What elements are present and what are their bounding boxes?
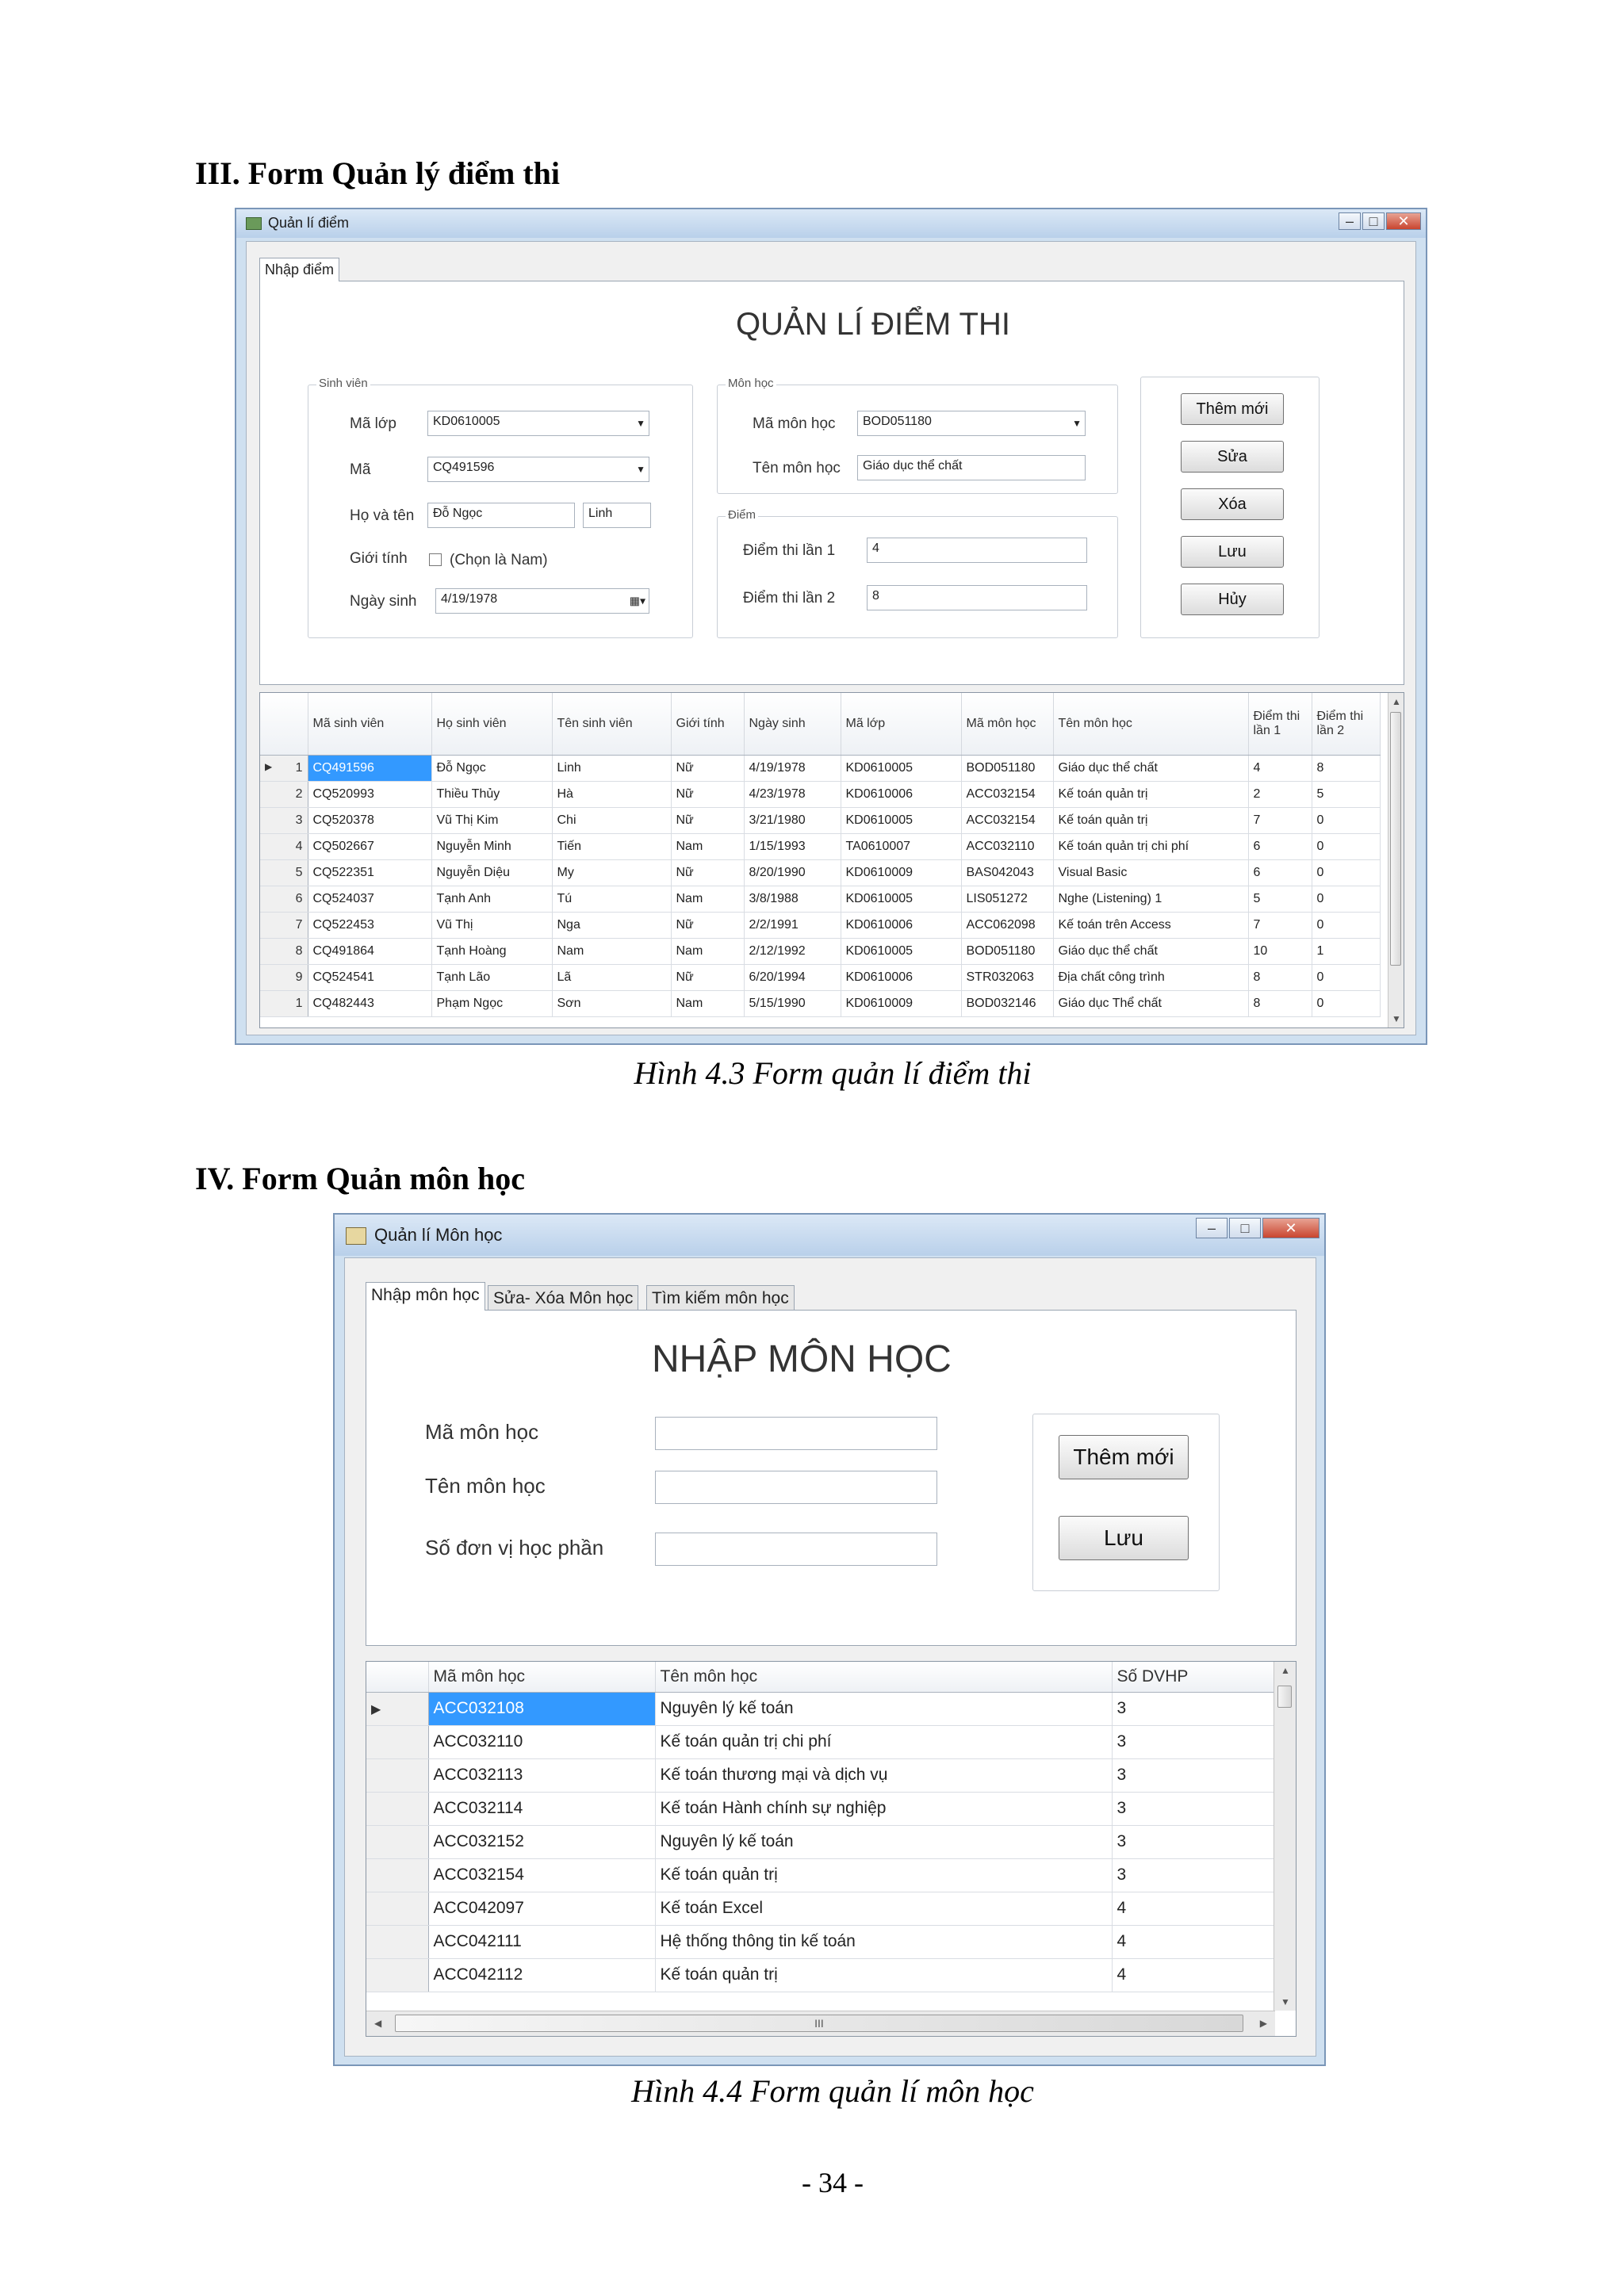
table-row[interactable] <box>260 886 1380 912</box>
table-cell[interactable]: ACC032154 <box>961 807 1053 833</box>
table-cell[interactable]: Nữ <box>671 912 744 938</box>
table-cell[interactable]: Nguyễn Diệu <box>431 859 552 886</box>
form-title: NHẬP MÔN HỌC <box>652 1338 952 1380</box>
caption-fig-4-4: Hình 4.4 Form quản lí môn học <box>631 2073 1034 2109</box>
table-cell[interactable]: 4 <box>1112 1925 1275 1958</box>
scroll-left-icon[interactable]: ◀ <box>374 2018 382 2029</box>
table-cell[interactable]: Phạm Ngọc <box>431 990 552 1016</box>
client-area <box>246 241 1416 1035</box>
label-ngay-sinh: Ngày sinh <box>350 593 417 610</box>
table-cell[interactable]: Thiều Thủy <box>431 781 552 807</box>
table-cell[interactable]: Linh <box>552 755 671 781</box>
table-cell[interactable]: 0 <box>1312 807 1380 833</box>
diem-window <box>235 208 1427 1045</box>
table-cell[interactable]: 5 <box>1312 781 1380 807</box>
minimize-icon[interactable]: – <box>1196 1218 1228 1238</box>
row-header[interactable] <box>260 755 308 781</box>
table-cell[interactable]: Lã <box>552 964 671 990</box>
table-cell[interactable]: KD0610006 <box>841 912 961 938</box>
table-cell[interactable]: Vũ Thị Kim <box>431 807 552 833</box>
table-cell[interactable]: 7 <box>1248 912 1312 938</box>
row-header[interactable] <box>260 938 308 964</box>
scroll-grip-mark: III <box>814 2017 824 2030</box>
table-cell[interactable]: Đỗ Ngọc <box>431 755 552 781</box>
row-number: 8 <box>295 943 303 958</box>
input-ten-mon[interactable] <box>655 1471 937 1504</box>
table-cell[interactable]: 4 <box>1112 1892 1275 1925</box>
table-cell[interactable]: Nữ <box>671 755 744 781</box>
row-header[interactable] <box>260 859 308 886</box>
table-cell[interactable]: Tạnh Anh <box>431 886 552 912</box>
tab-tim-kiem-mon-hoc[interactable]: Tìm kiếm môn học <box>646 1285 795 1311</box>
row-header[interactable] <box>260 964 308 990</box>
table-cell[interactable]: Kế toán quản trị <box>1053 781 1248 807</box>
table-cell[interactable]: 8 <box>1248 964 1312 990</box>
table-cell[interactable]: 3/8/1988 <box>744 886 841 912</box>
table-cell[interactable]: 3 <box>1112 1825 1275 1858</box>
combo-ma-lop-value: KD0610005 <box>433 415 500 428</box>
row-header[interactable] <box>366 1858 428 1892</box>
row-header[interactable] <box>260 886 308 912</box>
row-header[interactable] <box>260 807 308 833</box>
group-score-label: Điểm <box>726 508 758 522</box>
row-header[interactable] <box>366 1892 428 1925</box>
table-cell[interactable]: Tiến <box>552 833 671 859</box>
group-buttons <box>1032 1414 1220 1591</box>
table-cell[interactable]: 0 <box>1312 964 1380 990</box>
chevron-down-icon[interactable]: ▼ <box>636 418 645 429</box>
client-area <box>344 1257 1316 2057</box>
table-cell[interactable]: BOD051180 <box>961 755 1053 781</box>
table-cell[interactable]: My <box>552 859 671 886</box>
label-ma-lop: Mã lớp <box>350 415 396 432</box>
table-cell[interactable]: STR032063 <box>961 964 1053 990</box>
table-cell[interactable]: 8/20/1990 <box>744 859 841 886</box>
date-ngay-sinh-value: 4/19/1978 <box>441 592 498 606</box>
input-ten-mon[interactable]: Giáo dục thể chất <box>857 455 1086 480</box>
row-header-corner <box>366 1662 428 1692</box>
table-cell[interactable]: 6 <box>1248 859 1312 886</box>
column-header[interactable]: Giới tính <box>671 693 744 755</box>
row-number: 9 <box>295 970 303 984</box>
table-cell[interactable]: 3 <box>1112 1758 1275 1792</box>
window-controls <box>1339 212 1421 230</box>
table-cell[interactable]: Giáo dục Thể chất <box>1053 990 1248 1016</box>
table-cell[interactable]: ACC032110 <box>428 1725 655 1758</box>
table-cell[interactable]: KD0610006 <box>841 781 961 807</box>
xoa-button[interactable]: Xóa <box>1181 488 1284 520</box>
grid-diem[interactable] <box>259 692 1404 1028</box>
combo-ma-value: CQ491596 <box>433 461 495 474</box>
vertical-scrollbar[interactable] <box>1274 1662 1296 2011</box>
table-cell[interactable]: 3 <box>1112 1792 1275 1825</box>
row-header[interactable] <box>260 781 308 807</box>
input-ma-mon[interactable] <box>655 1417 937 1450</box>
table-cell[interactable]: Chi <box>552 807 671 833</box>
scrollbar-thumb[interactable] <box>1277 1686 1292 1708</box>
table-cell[interactable]: 4/23/1978 <box>744 781 841 807</box>
sua-button[interactable]: Sửa <box>1181 441 1284 473</box>
grid-diem-table <box>260 693 1381 1017</box>
table-cell[interactable]: 5/15/1990 <box>744 990 841 1016</box>
table-row[interactable] <box>260 833 1380 859</box>
row-header[interactable] <box>260 990 308 1016</box>
window-controls <box>1196 1218 1320 1238</box>
form-title: QUẢN LÍ ĐIỂM THI <box>736 307 1010 342</box>
row-number: 6 <box>295 891 303 905</box>
table-cell[interactable]: Nam <box>552 938 671 964</box>
group-subject <box>717 377 1118 494</box>
table-cell[interactable]: Giáo dục thể chất <box>1053 755 1248 781</box>
column-header[interactable]: Tên sinh viên <box>552 693 671 755</box>
combo-ma-lop[interactable] <box>427 411 649 436</box>
input-diem2[interactable]: 8 <box>867 585 1087 610</box>
group-student <box>308 377 693 638</box>
table-cell[interactable]: CQ491864 <box>308 938 431 964</box>
table-cell[interactable]: 3 <box>1112 1858 1275 1892</box>
label-chon-nam: (Chọn là Nam) <box>450 552 548 568</box>
combo-ma-mon[interactable] <box>857 411 1086 436</box>
table-cell[interactable]: KD0610009 <box>841 990 961 1016</box>
luu-button[interactable]: Lưu <box>1059 1516 1189 1560</box>
row-header[interactable] <box>366 1958 428 1992</box>
table-row[interactable] <box>260 990 1380 1016</box>
table-cell[interactable]: Kế toán thương mại và dịch vụ <box>655 1758 1112 1792</box>
row-number: 2 <box>295 786 303 801</box>
row-header[interactable] <box>366 1792 428 1825</box>
table-cell[interactable]: Nam <box>671 886 744 912</box>
label-diem1: Điểm thi lần 1 <box>743 542 836 559</box>
table-cell[interactable]: 0 <box>1312 859 1380 886</box>
close-icon[interactable]: ✕ <box>1386 212 1421 230</box>
row-header[interactable] <box>260 833 308 859</box>
table-cell[interactable]: Tạnh Lão <box>431 964 552 990</box>
column-header[interactable]: Ngày sinh <box>744 693 841 755</box>
table-cell[interactable]: CQ482443 <box>308 990 431 1016</box>
column-header[interactable]: Mã môn học <box>961 693 1053 755</box>
table-cell[interactable]: KD0610009 <box>841 859 961 886</box>
table-cell[interactable]: Hà <box>552 781 671 807</box>
table-cell[interactable]: Kế toán Hành chính sự nghiệp <box>655 1792 1112 1825</box>
table-cell[interactable]: 0 <box>1312 912 1380 938</box>
scroll-up-icon[interactable]: ▲ <box>1281 1665 1290 1676</box>
table-cell[interactable]: ACC032114 <box>428 1792 655 1825</box>
table-cell[interactable]: 2/12/1992 <box>744 938 841 964</box>
them-moi-button[interactable]: Thêm mới <box>1059 1435 1189 1479</box>
label-diem2: Điểm thi lần 2 <box>743 590 836 607</box>
table-cell[interactable]: CQ491596 <box>308 755 431 781</box>
section-heading-iii: III. Form Quản lý điểm thi <box>195 155 561 191</box>
table-cell[interactable]: Nữ <box>671 781 744 807</box>
table-cell[interactable]: Kế toán quản trị <box>655 1858 1112 1892</box>
grid-mon-hoc-header <box>366 1662 1275 1692</box>
table-cell[interactable]: 3 <box>1112 1692 1275 1725</box>
table-cell[interactable]: ACC032152 <box>428 1825 655 1858</box>
table-cell[interactable]: KD0610005 <box>841 938 961 964</box>
table-cell[interactable]: 4 <box>1248 755 1312 781</box>
table-cell[interactable]: ACC032113 <box>428 1758 655 1792</box>
table-cell[interactable]: ACC042097 <box>428 1892 655 1925</box>
group-score <box>717 508 1118 638</box>
table-cell[interactable]: CQ524541 <box>308 964 431 990</box>
section-heading-iv: IV. Form Quản môn học <box>195 1161 525 1196</box>
table-cell[interactable]: Kế toán trên Access <box>1053 912 1248 938</box>
table-row[interactable] <box>260 912 1380 938</box>
table-cell[interactable]: Kế toán quản trị chi phí <box>655 1725 1112 1758</box>
table-cell[interactable]: 2 <box>1248 781 1312 807</box>
table-cell[interactable]: 3/21/1980 <box>744 807 841 833</box>
table-row[interactable] <box>260 964 1380 990</box>
table-cell[interactable]: TA0610007 <box>841 833 961 859</box>
table-cell[interactable]: 8 <box>1312 755 1380 781</box>
minimize-icon[interactable]: – <box>1339 212 1361 230</box>
combo-ma-mon-value: BOD051180 <box>863 415 932 428</box>
table-cell[interactable]: 2/2/1991 <box>744 912 841 938</box>
table-cell[interactable]: 6/20/1994 <box>744 964 841 990</box>
close-icon[interactable]: ✕ <box>1262 1218 1320 1238</box>
table-cell[interactable]: ACC032108 <box>428 1692 655 1725</box>
table-cell[interactable]: Nghe (Listening) 1 <box>1053 886 1248 912</box>
table-cell[interactable]: 4/19/1978 <box>744 755 841 781</box>
calendar-icon[interactable]: ▦▾ <box>629 594 645 607</box>
table-cell[interactable]: 0 <box>1312 990 1380 1016</box>
them-moi-button[interactable]: Thêm mới <box>1181 393 1284 425</box>
table-cell[interactable]: ACC032154 <box>961 781 1053 807</box>
table-row[interactable] <box>260 807 1380 833</box>
title-bar <box>335 1215 1324 1256</box>
input-diem1[interactable]: 4 <box>867 538 1087 563</box>
table-cell[interactable]: Địa chất công trình <box>1053 964 1248 990</box>
table-cell[interactable]: 1 <box>1312 938 1380 964</box>
chevron-down-icon[interactable]: ▼ <box>1072 418 1082 429</box>
row-header-corner <box>260 693 308 755</box>
table-cell[interactable]: Nga <box>552 912 671 938</box>
group-subject-label: Môn học <box>726 377 776 390</box>
window-title: Quản lí điểm <box>268 215 350 231</box>
column-header[interactable]: Họ sinh viên <box>431 693 552 755</box>
table-cell[interactable]: Tú <box>552 886 671 912</box>
table-cell[interactable]: CQ522351 <box>308 859 431 886</box>
table-cell[interactable]: BAS042043 <box>961 859 1053 886</box>
table-cell[interactable]: Hệ thống thông tin kế toán <box>655 1925 1112 1958</box>
table-cell[interactable]: Nguyễn Minh <box>431 833 552 859</box>
label-ma-mon: Mã môn học <box>425 1420 539 1444</box>
combo-ma[interactable] <box>427 457 649 482</box>
maximize-icon[interactable]: □ <box>1229 1218 1261 1238</box>
tab-page-nhap-mon-hoc <box>366 1310 1297 1646</box>
app-icon <box>246 217 262 230</box>
table-cell[interactable]: ACC062098 <box>961 912 1053 938</box>
column-header[interactable]: Số DVHP <box>1112 1662 1275 1692</box>
table-cell[interactable]: CQ524037 <box>308 886 431 912</box>
table-row[interactable] <box>260 859 1380 886</box>
table-cell[interactable]: 8 <box>1248 990 1312 1016</box>
table-cell[interactable]: 6 <box>1248 833 1312 859</box>
table-row[interactable] <box>366 1725 1275 1758</box>
title-bar <box>236 209 1426 238</box>
table-cell[interactable]: Nam <box>671 833 744 859</box>
checkbox-gioi-tinh[interactable] <box>429 553 442 566</box>
row-header[interactable] <box>366 1758 428 1792</box>
input-ten[interactable]: Linh <box>583 503 651 528</box>
table-cell[interactable]: Kế toán quản trị <box>1053 807 1248 833</box>
table-cell[interactable]: 3 <box>1112 1725 1275 1758</box>
row-number: 7 <box>295 917 303 932</box>
table-cell[interactable]: Nguyên lý kế toán <box>655 1825 1112 1858</box>
table-row[interactable] <box>366 1825 1275 1858</box>
grid-diem-header <box>260 693 1380 755</box>
column-header[interactable]: Tên môn học <box>1053 693 1248 755</box>
tab-nhap-mon-hoc[interactable]: Nhập môn học <box>366 1282 485 1311</box>
table-cell[interactable]: KD0610006 <box>841 964 961 990</box>
table-cell[interactable]: Nữ <box>671 807 744 833</box>
group-student-label: Sinh viên <box>316 377 370 390</box>
group-buttons <box>1140 377 1320 638</box>
row-number: 1 <box>295 760 303 775</box>
tab-page-nhap-diem <box>259 281 1404 685</box>
label-ten-mon: Tên môn học <box>425 1474 546 1498</box>
table-row[interactable] <box>366 1792 1275 1825</box>
table-cell[interactable]: 0 <box>1312 833 1380 859</box>
table-cell[interactable]: 1/15/1993 <box>744 833 841 859</box>
label-ten-mon: Tên môn học <box>753 460 841 476</box>
table-row[interactable] <box>366 1958 1275 1992</box>
column-header[interactable]: Mã môn học <box>428 1662 655 1692</box>
table-cell[interactable]: 10 <box>1248 938 1312 964</box>
scroll-right-icon[interactable]: ▶ <box>1259 2018 1267 2029</box>
table-cell[interactable]: Nữ <box>671 964 744 990</box>
table-cell[interactable]: CQ522453 <box>308 912 431 938</box>
row-number: 3 <box>295 813 303 827</box>
table-cell[interactable]: BOD051180 <box>961 938 1053 964</box>
table-cell[interactable]: ACC042112 <box>428 1958 655 1992</box>
row-header[interactable] <box>366 1692 428 1725</box>
table-cell[interactable]: KD0610005 <box>841 807 961 833</box>
table-cell[interactable]: Nam <box>671 990 744 1016</box>
table-cell[interactable]: Vũ Thị <box>431 912 552 938</box>
table-cell[interactable]: ACC032110 <box>961 833 1053 859</box>
table-cell[interactable]: Nam <box>671 938 744 964</box>
table-row[interactable] <box>260 755 1380 781</box>
scroll-down-icon[interactable]: ▼ <box>1281 1996 1290 2007</box>
tab-sua-xoa-mon-hoc[interactable]: Sửa- Xóa Môn học <box>488 1285 638 1311</box>
date-ngay-sinh[interactable] <box>435 588 649 614</box>
table-cell[interactable]: Kế toán Excel <box>655 1892 1112 1925</box>
row-number: 5 <box>295 865 303 879</box>
grid-mon-hoc[interactable] <box>366 1661 1297 2037</box>
label-gioi-tinh: Giới tính <box>350 550 408 567</box>
table-cell[interactable]: Sơn <box>552 990 671 1016</box>
table-row[interactable] <box>366 1692 1275 1725</box>
label-ma: Mã <box>350 461 371 478</box>
column-header[interactable]: Điểm thi lần 1 <box>1248 693 1312 755</box>
current-row-icon: ▶ <box>371 1703 381 1716</box>
vertical-scrollbar[interactable] <box>1388 693 1404 1027</box>
scrollbar-thumb[interactable] <box>395 2015 1243 2032</box>
label-ho-ten: Họ và tên <box>350 507 415 524</box>
mon-hoc-window <box>333 1213 1326 2066</box>
window-title: Quản lí Môn học <box>374 1225 503 1245</box>
table-cell[interactable]: Kế toán quản trị chi phí <box>1053 833 1248 859</box>
table-cell[interactable]: KD0610005 <box>841 886 961 912</box>
chevron-down-icon[interactable]: ▼ <box>636 464 645 475</box>
table-cell[interactable]: CQ520378 <box>308 807 431 833</box>
table-cell[interactable]: 0 <box>1312 886 1380 912</box>
current-row-icon: ▶ <box>265 760 273 772</box>
maximize-icon[interactable]: □ <box>1362 212 1385 230</box>
grid-mon-hoc-table <box>366 1662 1276 1992</box>
input-so-dvhp[interactable] <box>655 1533 937 1566</box>
table-cell[interactable]: LIS051272 <box>961 886 1053 912</box>
table-cell[interactable]: ACC032154 <box>428 1858 655 1892</box>
table-cell[interactable]: Giáo dục thể chất <box>1053 938 1248 964</box>
table-cell[interactable]: Nguyên lý kế toán <box>655 1692 1112 1725</box>
table-row[interactable] <box>366 1892 1275 1925</box>
tab-nhap-diem[interactable]: Nhập điểm <box>259 258 339 281</box>
input-ho[interactable]: Đỗ Ngọc <box>427 503 575 528</box>
table-cell[interactable]: ACC042111 <box>428 1925 655 1958</box>
column-header[interactable]: Tên môn học <box>655 1662 1112 1692</box>
table-cell[interactable]: BOD032146 <box>961 990 1053 1016</box>
table-cell[interactable]: KD0610005 <box>841 755 961 781</box>
column-header[interactable]: Mã sinh viên <box>308 693 431 755</box>
table-cell[interactable]: 7 <box>1248 807 1312 833</box>
app-icon <box>346 1227 366 1245</box>
table-cell[interactable]: Tạnh Hoàng <box>431 938 552 964</box>
table-cell[interactable]: 4 <box>1112 1958 1275 1992</box>
table-cell[interactable]: 5 <box>1248 886 1312 912</box>
column-header[interactable]: Điểm thi lần 2 <box>1312 693 1380 755</box>
table-row[interactable] <box>260 938 1380 964</box>
row-header[interactable] <box>260 912 308 938</box>
caption-fig-4-3: Hình 4.3 Form quản lí điểm thi <box>634 1055 1032 1091</box>
table-cell[interactable]: CQ520993 <box>308 781 431 807</box>
table-cell[interactable]: CQ502667 <box>308 833 431 859</box>
table-cell[interactable]: Visual Basic <box>1053 859 1248 886</box>
table-row[interactable] <box>366 1925 1275 1958</box>
row-number: 1 <box>295 996 303 1010</box>
page-number: - 34 - <box>802 2167 864 2198</box>
scrollbar-thumb[interactable] <box>1390 712 1401 966</box>
luu-button[interactable]: Lưu <box>1181 536 1284 568</box>
row-header[interactable] <box>366 1925 428 1958</box>
column-header[interactable]: Mã lớp <box>841 693 961 755</box>
row-header[interactable] <box>366 1825 428 1858</box>
huy-button[interactable]: Hủy <box>1181 584 1284 615</box>
row-header[interactable] <box>366 1725 428 1758</box>
table-row[interactable] <box>260 781 1380 807</box>
label-ma-mon: Mã môn học <box>753 415 836 432</box>
table-cell[interactable]: Nữ <box>671 859 744 886</box>
scroll-up-icon[interactable]: ▲ <box>1392 696 1401 707</box>
scroll-down-icon[interactable]: ▼ <box>1392 1013 1401 1024</box>
table-row[interactable] <box>366 1758 1275 1792</box>
label-so-dvhp: Số đơn vị học phần <box>425 1536 604 1559</box>
horizontal-scrollbar[interactable] <box>366 2011 1275 2036</box>
table-cell[interactable]: Kế toán quản trị <box>655 1958 1112 1992</box>
row-number: 4 <box>295 839 303 853</box>
table-row[interactable] <box>366 1858 1275 1892</box>
